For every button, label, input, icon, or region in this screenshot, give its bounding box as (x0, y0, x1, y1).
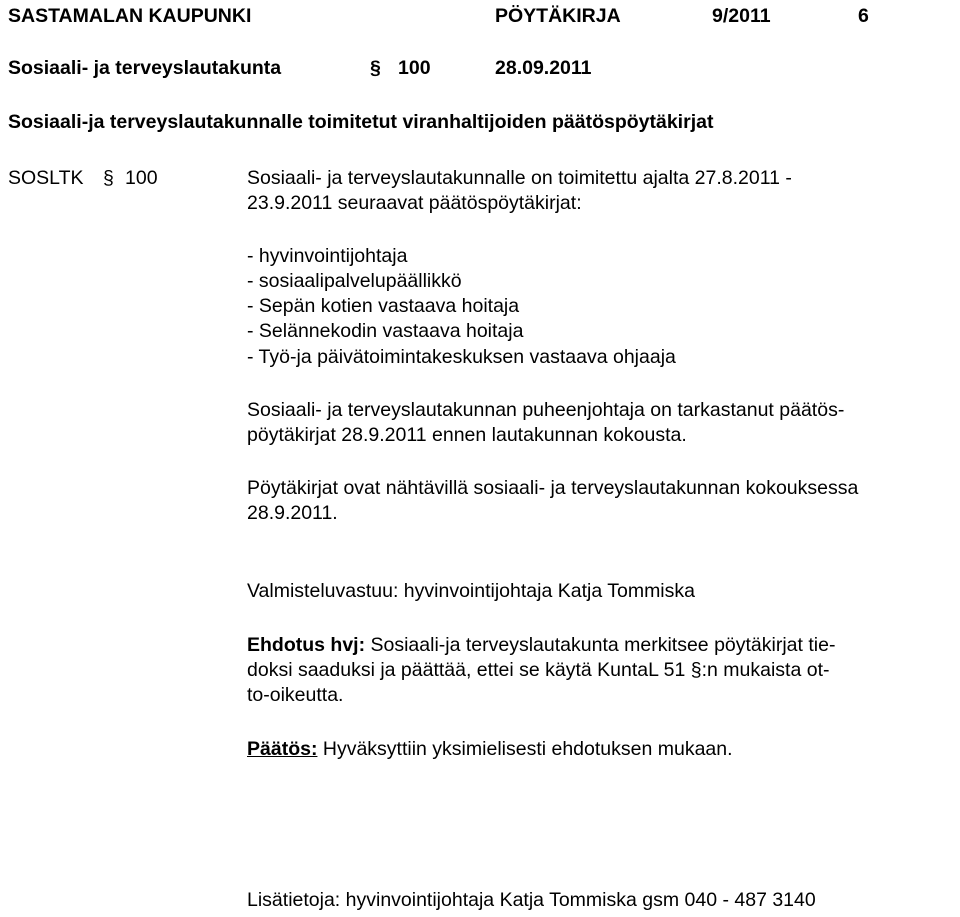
intro-line-1: Sosiaali- ja terveyslautakunnalle on toimitettu ajalta 27.8.2011 - (247, 167, 792, 189)
board-name: Sosiaali- ja terveyslautakunta (8, 57, 282, 79)
proposal-line-2 (247, 658, 829, 682)
decision-text: Hyväksyttiin yksimielisesti ehdotuksen mukaan. (317, 738, 733, 760)
page-number: 6 (858, 5, 869, 27)
meeting-date: 28.09.2011 (495, 57, 592, 79)
document-type: PÖYTÄKIRJA (495, 5, 621, 27)
list-item: - sosiaalipalvelupäällikkö (247, 270, 462, 292)
section-sign: § (370, 57, 381, 79)
list-item: - Työ-ja päivätoimintakeskuksen vastaava ohjaaja (247, 346, 676, 368)
document-number: 9/2011 (712, 5, 771, 27)
prepared-by: Valmisteluvastuu: hyvinvointijohtaja Katja Tommiska (247, 580, 695, 602)
list-item: - Sepän kotien vastaava hoitaja (247, 295, 520, 317)
paragraph-2-line-1: Pöytäkirjat ovat nähtävillä sosiaali- ja terveyslautakunnan kokouksessa (247, 477, 859, 499)
page-title: Sosiaali-ja terveyslautakunnalle toimitetut viranhaltijoiden päätöspöytäkirjat (8, 111, 714, 133)
proposal-text-2b: :n mukaista ot- (701, 659, 830, 681)
paragraph-1-line-2: pöytäkirjat 28.9.2011 ennen lautakunnan kokousta. (247, 424, 687, 446)
decision-label: Päätös: (247, 738, 318, 760)
reference-section-sign: § (103, 167, 114, 189)
section-number: 100 (398, 57, 431, 79)
list-item: - hyvinvointijohtaja (247, 245, 408, 267)
additional-info: Lisätietoja: hyvinvointijohtaja Katja Tommiska gsm 040 - 487 3140 (247, 889, 816, 911)
proposal-text-1: Sosiaali-ja terveyslautakunta merkitsee pöytäkirjat tie- (365, 634, 836, 656)
city-name: SASTAMALAN KAUPUNKI (8, 5, 252, 27)
decision-line (247, 737, 733, 761)
list-item: - Selännekodin vastaava hoitaja (247, 320, 524, 342)
proposal-text-2a: doksi saaduksi ja päättää, ettei se käytä KuntaL 51 (247, 659, 691, 681)
reference-code: SOSLTK (8, 167, 84, 189)
proposal-section-sign: § (690, 659, 702, 681)
proposal-label: Ehdotus hvj: (247, 634, 366, 656)
paragraph-1-line-1: Sosiaali- ja terveyslautakunnan puheenjohtaja on tarkastanut päätös- (247, 399, 845, 421)
reference-section-number: 100 (125, 167, 158, 189)
proposal-line-3: to-oikeutta. (247, 684, 344, 706)
proposal-line-1 (247, 633, 835, 657)
paragraph-2-line-2: 28.9.2011. (247, 502, 338, 524)
intro-line-2: 23.9.2011 seuraavat päätöspöytäkirjat: (247, 192, 582, 214)
